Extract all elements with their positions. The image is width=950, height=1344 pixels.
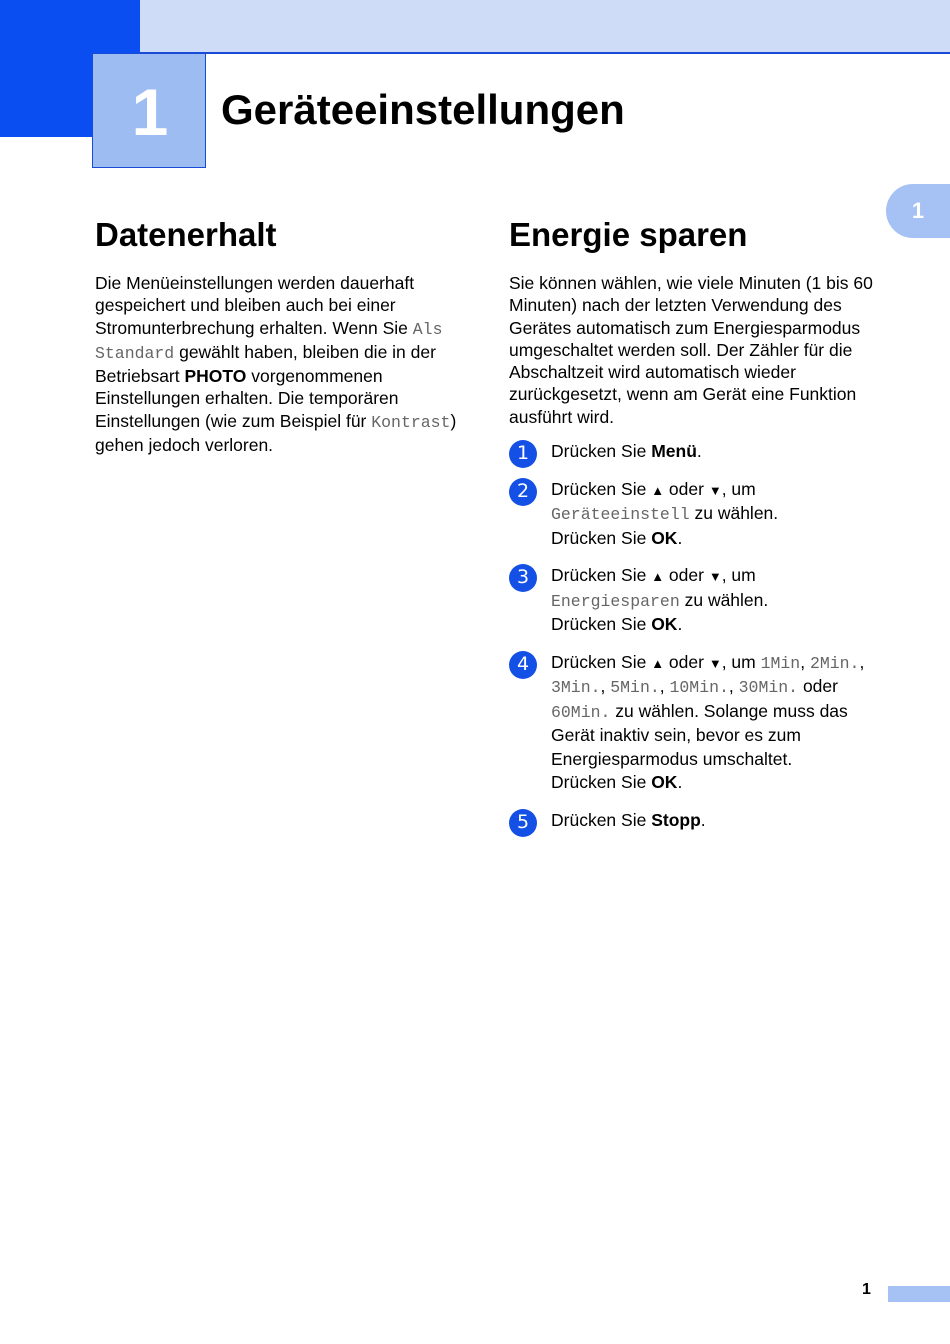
option-value: 1Min [760, 653, 801, 673]
text: Die Menüeinstellungen werden dauerhaft gespeichert und bleiben auch bei einer Stromunterbrechung erhalten. Wenn Sie [95, 273, 415, 338]
option-value: 2Min. [809, 653, 860, 673]
text: Drücken Sie [551, 614, 652, 634]
text: vorgenommenen Einstellungen erhalten. Die temporären Einstellungen (wie zum Beispiel für [95, 366, 399, 431]
text: . [696, 441, 702, 461]
step-list [509, 440, 889, 832]
page-number: 1 [862, 1281, 871, 1298]
text: Drücken Sie [551, 527, 652, 548]
step-number-badge: 5 [509, 809, 537, 837]
step-number-badge: 1 [509, 440, 537, 468]
energie-intro: Sie können wählen, wie viele Minuten (1 bis 60 Minuten) nach der letzten Verwendung des Gerätes automatisch zum Energiesparmodus umgeschaltet werden soll. Der Zähler für die Abschaltzeit wird automatisch wieder zurückgesetzt, wenn am Gerät eine Funktion ausführt wird. [509, 273, 873, 427]
text: zu wählen. [679, 589, 769, 610]
header-band [0, 0, 950, 52]
up-arrow-icon: ▲ [651, 482, 665, 498]
text: Drücken Sie [551, 809, 652, 830]
step-1 [509, 440, 889, 464]
step-number-badge: 4 [509, 651, 537, 679]
up-arrow-icon: ▲ [651, 569, 665, 584]
step-number-badge: 2 [509, 478, 537, 506]
text: zu wählen. [689, 503, 779, 523]
text: , [600, 676, 611, 696]
text: oder [664, 565, 709, 585]
header-rule [140, 52, 950, 54]
datenerhalt-paragraph [95, 272, 475, 456]
option-value: 5Min. [610, 678, 660, 697]
down-arrow-icon: ▼ [708, 482, 722, 498]
text: , um [721, 478, 756, 499]
text: zu wählen. Solange muss das Gerät inaktiv sein, bevor es zum Energiesparmodus umschaltet. [551, 700, 848, 769]
chapter-side-tab: 1 [886, 184, 950, 238]
key-name: OK [651, 614, 678, 634]
option-value: 60Min. [551, 702, 611, 722]
chapter-number-box [92, 53, 206, 168]
key-name: OK [651, 772, 678, 792]
menu-value: Energiesparen [551, 591, 680, 611]
step-3 [509, 564, 889, 637]
text: . [677, 614, 683, 634]
text: , um [721, 565, 756, 585]
menu-value: Geräteeinstell [551, 505, 690, 524]
chapter-number: 1 [131, 74, 169, 149]
key-name: Stopp [651, 809, 701, 830]
text: gewählt haben, bleiben die in der Betriebsart [95, 341, 436, 387]
up-arrow-icon: ▲ [651, 655, 665, 671]
step-number-badge: 3 [509, 564, 537, 592]
text: . [677, 527, 683, 548]
text: oder [798, 676, 838, 696]
menu-value: Kontrast [371, 412, 451, 432]
key-name: Menü [651, 441, 697, 461]
text: oder [664, 478, 709, 499]
down-arrow-icon: ▼ [708, 569, 722, 584]
section-heading-energie: Energie sparen [509, 216, 748, 253]
text: , [728, 676, 739, 696]
option-value: 30Min. [738, 678, 799, 697]
key-name: OK [651, 527, 678, 548]
text: Drücken Sie [551, 772, 652, 792]
section-heading-datenerhalt: Datenerhalt [95, 216, 277, 253]
text: , [859, 651, 865, 672]
step-2 [509, 478, 889, 551]
step-5 [509, 809, 889, 833]
menu-value: Als Standard [95, 319, 443, 363]
mode-name: PHOTO [184, 366, 247, 387]
text: , um [721, 651, 761, 672]
text: oder [664, 651, 709, 672]
step-4 [509, 651, 889, 795]
text: Drücken Sie [551, 441, 652, 461]
text: , [800, 651, 810, 672]
text: Drücken Sie [551, 565, 652, 585]
option-value: 10Min. [669, 678, 729, 697]
option-value: 3Min. [551, 678, 601, 697]
text: Drücken Sie [551, 651, 652, 672]
down-arrow-icon: ▼ [708, 655, 722, 671]
text: Drücken Sie [551, 478, 652, 499]
text: . [700, 809, 706, 830]
text: , [659, 676, 670, 696]
text: ) gehen jedoch verloren. [95, 410, 457, 456]
text: . [677, 772, 683, 792]
footer-bar [888, 1286, 950, 1302]
chapter-title: Geräteeinstellungen [221, 86, 625, 133]
